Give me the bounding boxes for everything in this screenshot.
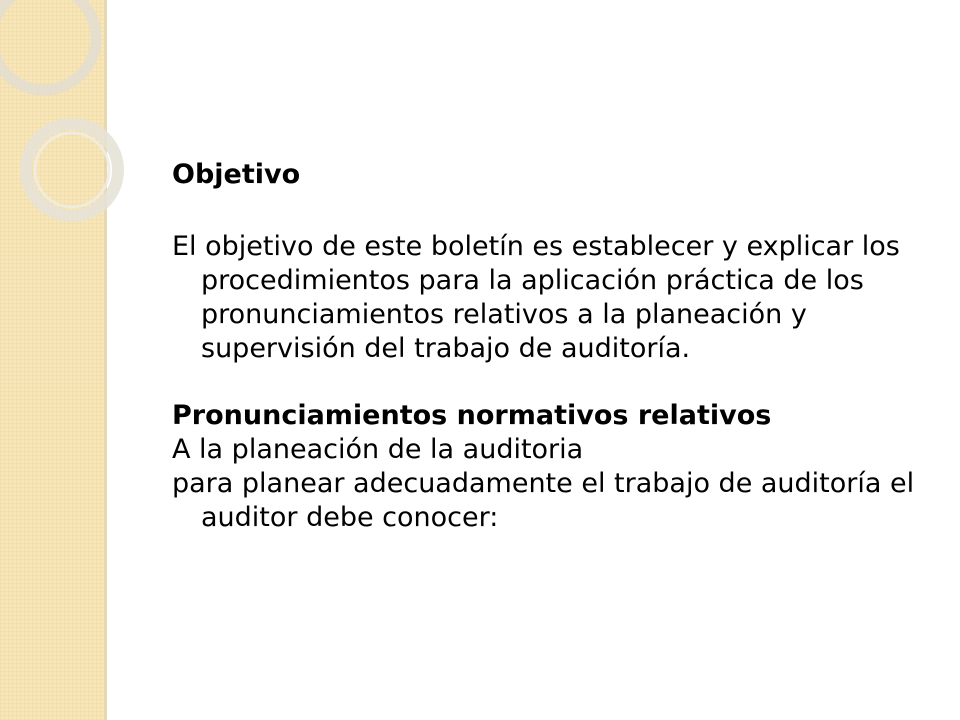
planning-paragraph: para planear adecuadamente el trabajo de auditoría el auditor debe conocer: bbox=[172, 468, 915, 533]
subheading-planning: A la planeación de la auditoria bbox=[172, 434, 584, 465]
decorative-rings bbox=[0, 0, 140, 260]
slide-content bbox=[172, 158, 932, 535]
heading-objective: Objetivo bbox=[172, 159, 301, 190]
decorative-ring-top bbox=[0, 0, 96, 90]
decorative-ring-middle-inner bbox=[35, 133, 109, 207]
objective-paragraph: El objetivo de este boletín es establecer y explicar los procedimientos para la aplicación práctica de los pronunciamientos relativos a la planeación y supervisión del trabajo de auditoría. bbox=[172, 231, 900, 364]
heading-pronouncements: Pronunciamientos normativos relativos bbox=[172, 400, 772, 431]
decorative-ring-middle bbox=[26, 124, 118, 216]
